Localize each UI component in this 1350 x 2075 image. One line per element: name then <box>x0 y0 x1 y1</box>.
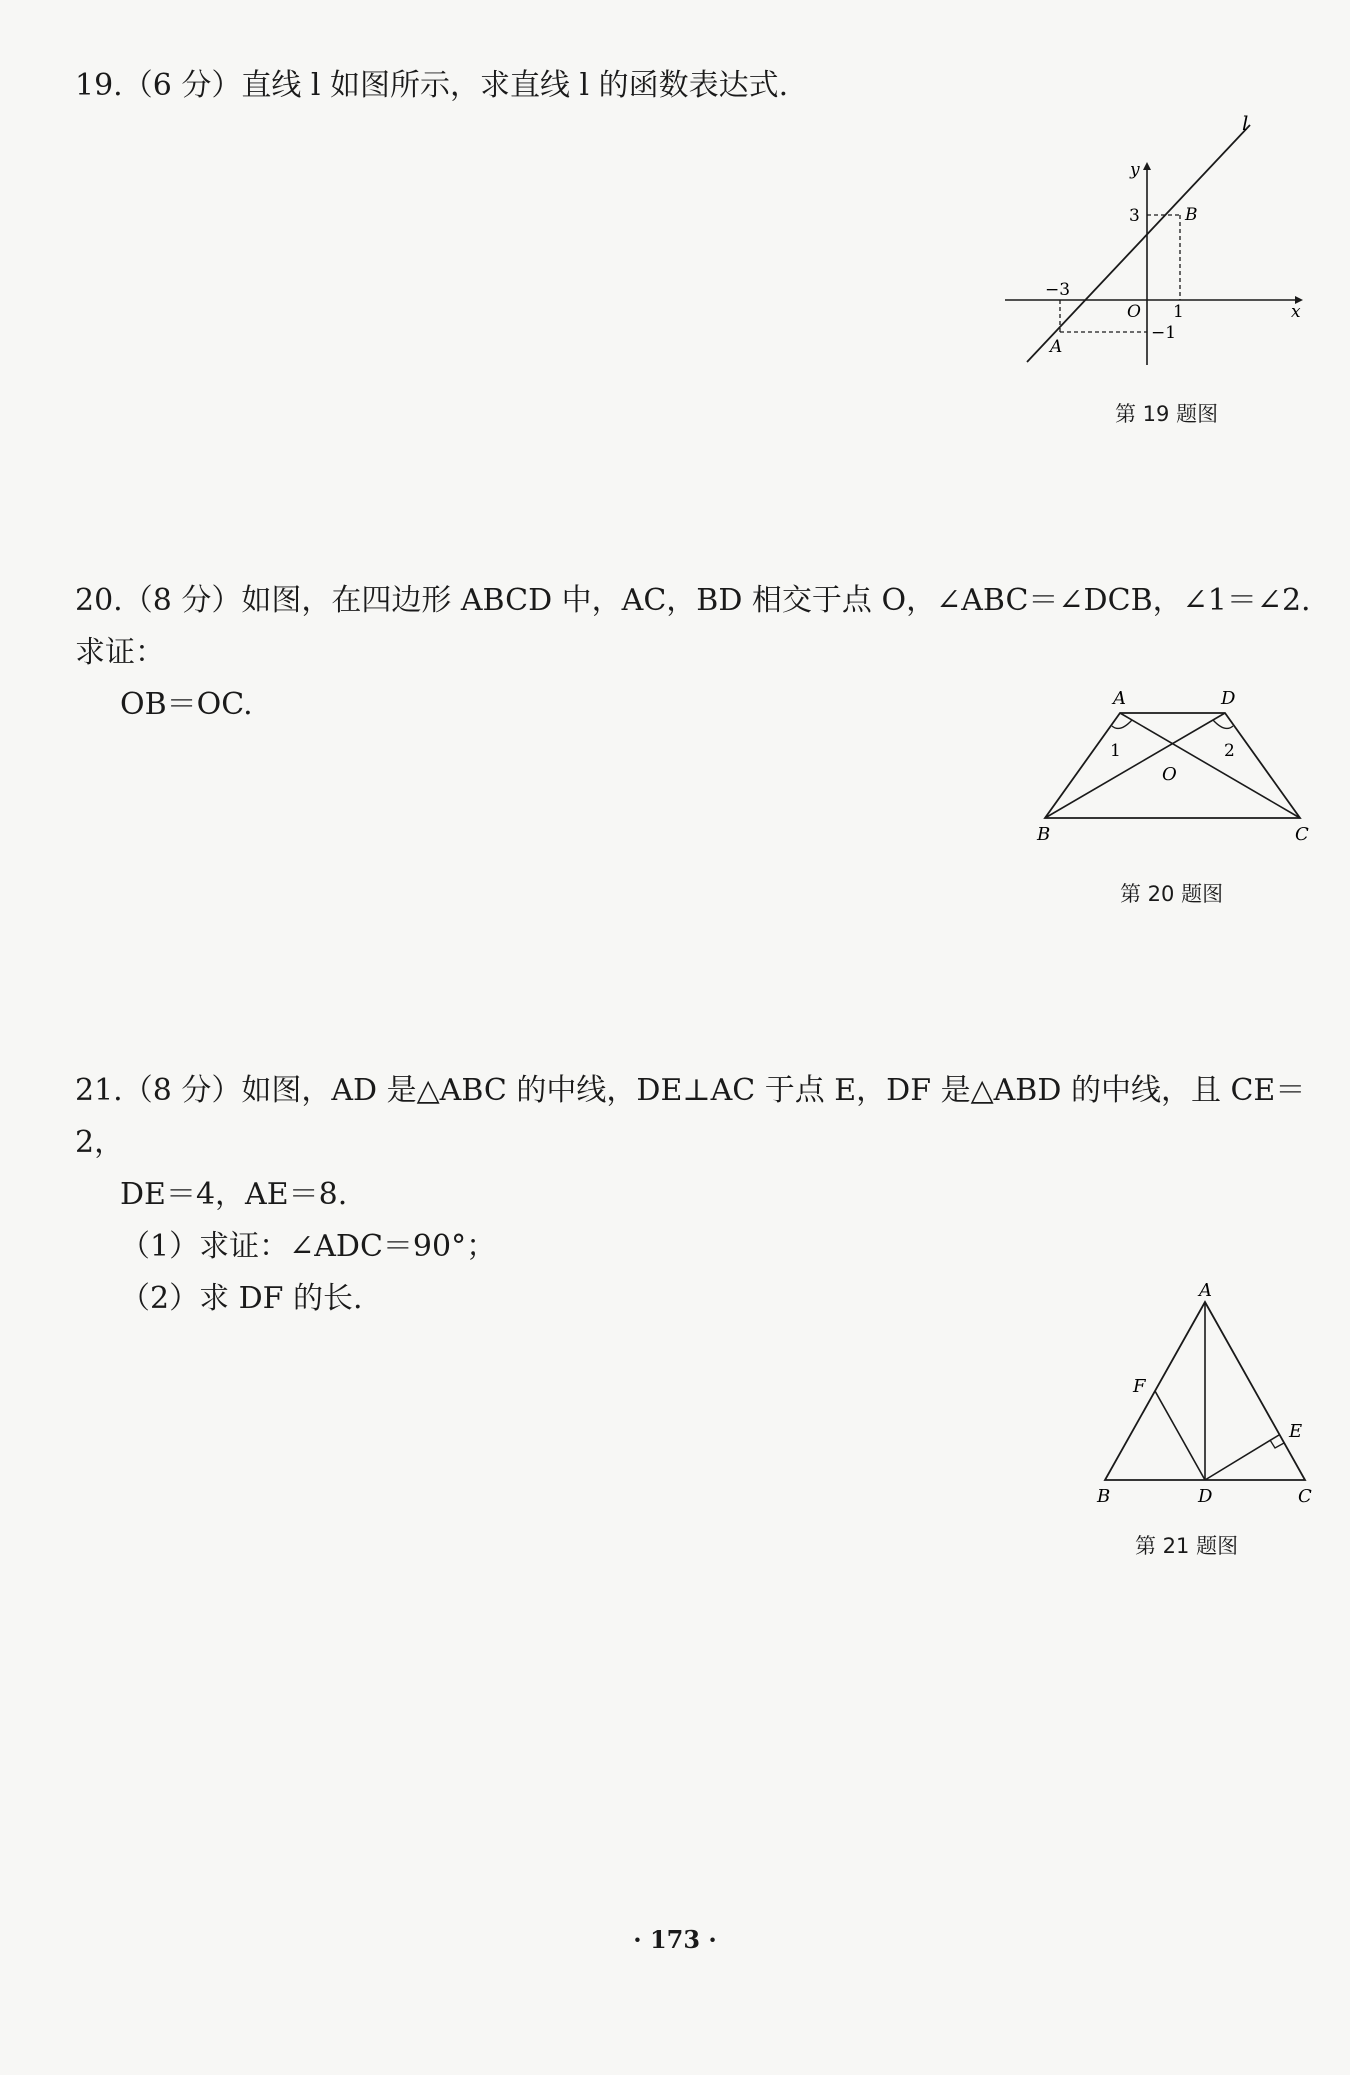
question-21-line1: 21.（8 分）如图，AD 是△ABC 的中线，DE⊥AC 于点 E，DF 是△ABD 的中线，且 CE＝2， <box>75 1073 1306 1160</box>
label-neg3: −3 <box>1045 280 1071 300</box>
label-3: 3 <box>1129 206 1140 226</box>
label-origin: O <box>1127 302 1141 322</box>
label-angle-2: 2 <box>1224 741 1235 761</box>
label-b: B <box>1097 1486 1111 1507</box>
label-l: l <box>1242 111 1249 135</box>
label-e: E <box>1289 1421 1303 1442</box>
label-a: A <box>1199 1280 1212 1301</box>
label-b: B <box>1037 824 1051 845</box>
label-c: C <box>1295 824 1309 845</box>
label-y: y <box>1130 160 1140 180</box>
label-b: B <box>1185 205 1198 225</box>
right-angle-mark <box>1270 1440 1284 1448</box>
figure-21 <box>1095 1280 1315 1510</box>
label-angle-1: 1 <box>1110 741 1121 761</box>
label-x: x <box>1291 302 1301 322</box>
label-d: D <box>1198 1486 1213 1507</box>
caption-19: 第 19 题图 <box>1115 402 1219 426</box>
question-21-line2: DE＝4，AE＝8. <box>120 1177 348 1212</box>
question-19 <box>75 60 1315 112</box>
question-19-text: 19.（6 分）直线 l 如图所示，求直线 l 的函数表达式. <box>75 68 789 103</box>
question-21-part1: （1）求证：∠ADC＝90°； <box>120 1229 497 1264</box>
question-20-line2: OB＝OC. <box>120 687 253 722</box>
label-o: O <box>1162 764 1177 785</box>
label-d: D <box>1221 688 1236 709</box>
segment-de <box>1205 1435 1279 1480</box>
label-f: F <box>1133 1376 1146 1397</box>
caption-20: 第 20 题图 <box>1120 882 1224 906</box>
label-a: A <box>1050 337 1063 357</box>
diagonal-ac <box>1120 713 1300 818</box>
y-axis-arrow <box>1143 162 1151 170</box>
figure-19 <box>1005 110 1305 375</box>
label-c: C <box>1298 1486 1312 1507</box>
label-a: A <box>1113 688 1126 709</box>
figure-20 <box>1030 688 1320 848</box>
diagonal-bd <box>1045 713 1225 818</box>
page-number: · 173 · <box>633 1925 717 1954</box>
question-21-part2: （2）求 DF 的长. <box>120 1281 363 1316</box>
segment-df <box>1155 1391 1205 1480</box>
label-1: 1 <box>1173 302 1184 322</box>
label-neg1: −1 <box>1151 323 1177 343</box>
question-20-line1: 20.（8 分）如图，在四边形 ABCD 中，AC，BD 相交于点 O，∠ABC＝∠DCB，∠1＝∠2. 求证： <box>75 583 1311 670</box>
caption-21: 第 21 题图 <box>1135 1534 1239 1558</box>
